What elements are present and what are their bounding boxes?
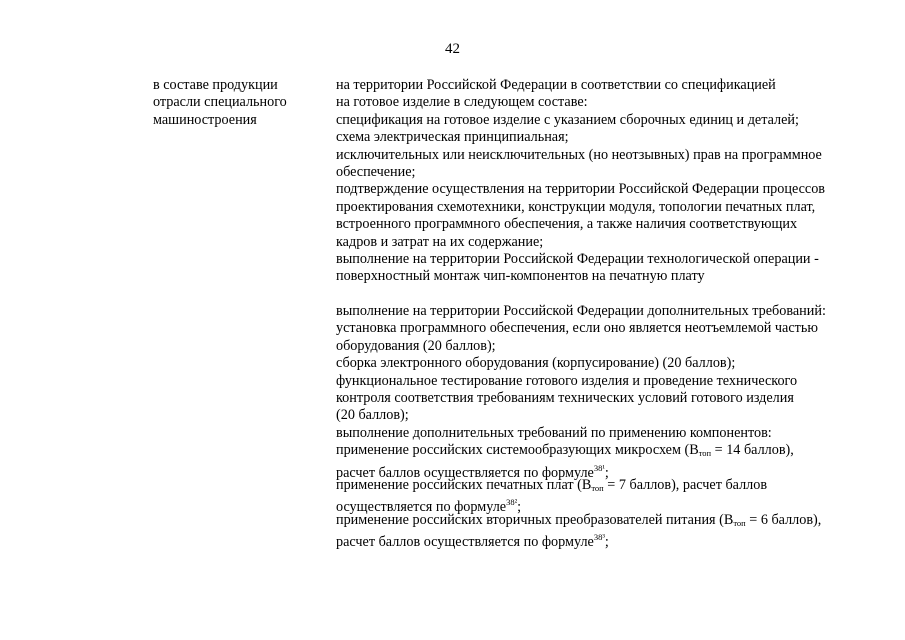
formula-line-microchips	[336, 442, 876, 459]
text-run: ;	[604, 534, 609, 551]
text-run: применение российских печатных плат (В	[336, 476, 592, 493]
left-column	[153, 77, 323, 129]
right-line: схема электрическая принципиальная;	[336, 129, 569, 146]
formula-line-microchips-calc	[336, 460, 876, 481]
right-line: функциональное тестирование готового изделия и проведение технического	[336, 372, 798, 389]
left-line: отрасли специального	[153, 94, 287, 111]
footnote-ref: 38²	[506, 497, 518, 508]
right-line: (20 баллов);	[336, 407, 409, 424]
right-line: поверхностный монтаж чип-компонентов на печатную плату	[336, 268, 705, 285]
text-run: применение российских системообразующих микросхем (В	[336, 442, 699, 459]
right-line: встроенного программного обеспечения, а также наличия соответствующих	[336, 216, 798, 233]
right-line: на территории Российской Федерации в соответствии со спецификацией	[336, 77, 776, 93]
right-line: исключительных или неисключительных (но неотзывных) прав на программное	[336, 146, 822, 163]
text-run: расчет баллов осуществляется по формуле	[336, 534, 594, 551]
text-run: расчет баллов осуществляется по формуле	[336, 464, 594, 481]
text-run: = 6 баллов),	[745, 511, 822, 528]
right-line: кадров и затрат на их содержание;	[336, 233, 544, 250]
subscript: топ	[698, 448, 712, 459]
subscript: топ	[733, 517, 746, 528]
right-line: установка программного обеспечения, если оно является неотъемлемой частью	[336, 320, 818, 337]
text-run: = 14 баллов),	[711, 442, 794, 459]
footnote-ref: 38³	[593, 532, 605, 543]
right-column	[336, 77, 876, 551]
subscript: топ	[591, 482, 604, 493]
left-line: в составе продукции	[153, 77, 278, 93]
formula-line-power-calc	[336, 529, 876, 551]
text-run: осуществляется по формуле	[336, 499, 507, 516]
formula-line-pcb-calc	[336, 494, 876, 516]
right-line: контроля соответствия требованиям технических условий готового изделия	[336, 390, 794, 407]
right-line: оборудования (20 баллов);	[336, 337, 496, 354]
right-line: спецификация на готовое изделие с указанием сборочных единиц и деталей;	[336, 111, 799, 128]
right-line: на готовое изделие в следующем составе:	[336, 94, 588, 111]
right-line: выполнение дополнительных требований по применению компонентов:	[336, 424, 772, 441]
page-number: 42	[445, 41, 460, 57]
right-line: проектирования схемотехники, конструкции модуля, топологии печатных плат,	[336, 198, 816, 215]
right-line: выполнение на территории Российской Федерации дополнительных требований:	[336, 303, 826, 320]
footnote-ref: 38¹	[593, 462, 605, 473]
text-run: = 7 баллов), расчет баллов	[603, 476, 768, 493]
formula-line-pcb	[336, 477, 876, 494]
text-run: применение российских вторичных преобразователей питания (В	[336, 511, 734, 528]
text-run: ;	[604, 464, 609, 481]
right-line: сборка электронного оборудования (корпусирование) (20 баллов);	[336, 355, 736, 372]
right-line: обеспечение;	[336, 163, 416, 180]
left-line: машиностроения	[153, 111, 257, 128]
formula-line-power	[336, 512, 876, 529]
right-line: выполнение на территории Российской Федерации технологической операции -	[336, 250, 819, 267]
paragraph-gap	[336, 286, 876, 303]
right-line: подтверждение осуществления на территории Российской Федерации процессов	[336, 181, 825, 198]
text-run: ;	[517, 499, 522, 516]
